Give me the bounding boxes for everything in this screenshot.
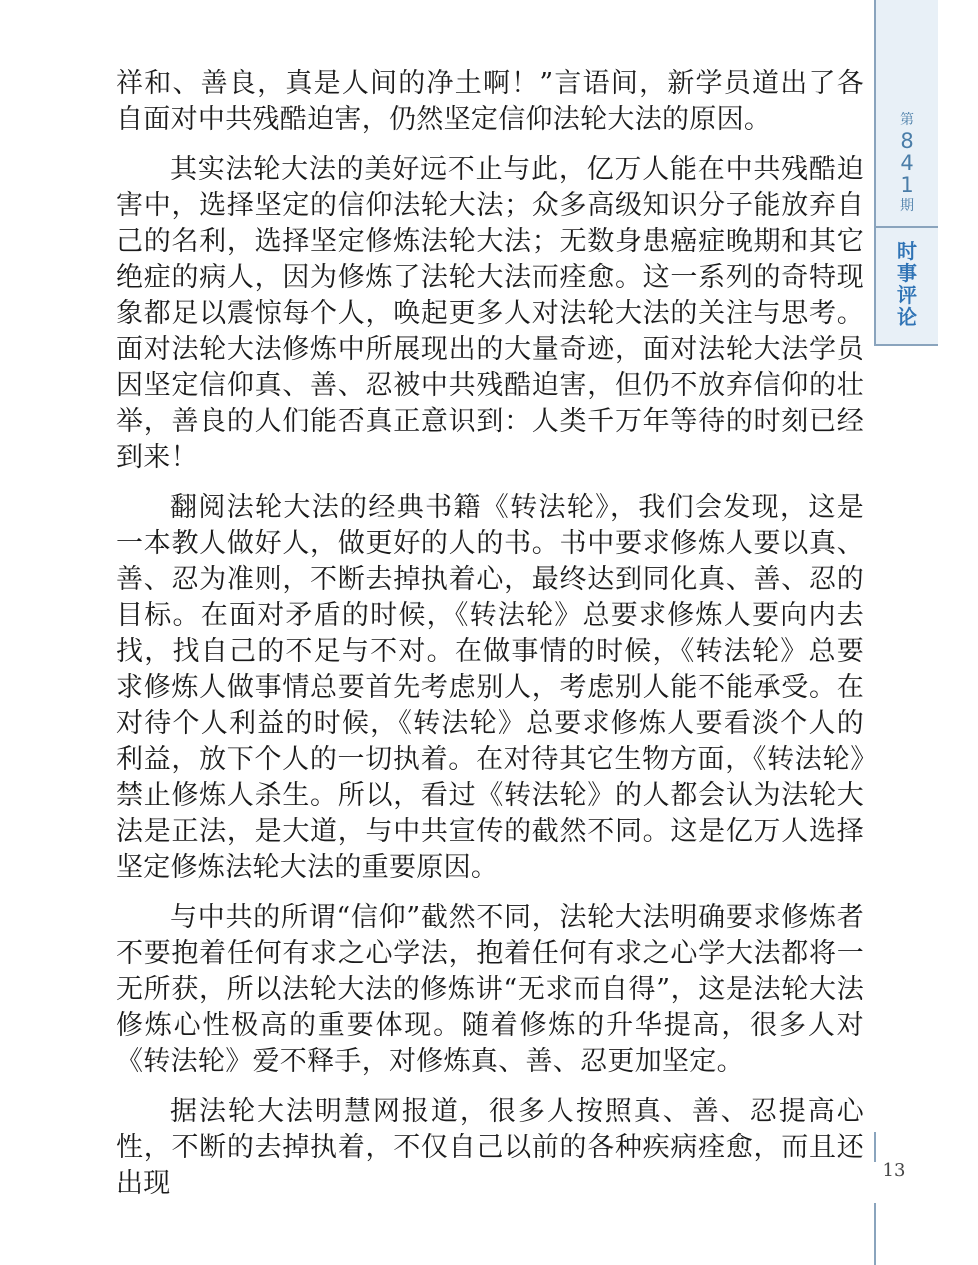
page-rule-upper [874, 1132, 876, 1162]
paragraph-3: 翻阅法轮大法的经典书籍《转法轮》，我们会发现，这是一本教人做好人，做更好的人的书。书中要求修炼人要以真、善、忍为准则，不断去掉执着心，最终达到同化真、善、忍的目标。在面对矛盾的时候，《转法轮》总要求修炼人要向内去找，找自己的不足与不对。在做事情的时候，《转法轮》总要求修炼人做事情总要首先考虑别人，考虑别人能不能承受。在对待个人利益的时候，《转法轮》总要求修炼人要看淡个人的利益，放下个人的一切执着。在对待其它生物方面，《转法轮》禁止修炼人杀生。所以，看过《转法轮》的人都会认为法轮大法是正法，是大道，与中共宣传的截然不同。这是亿万人选择坚定修炼法轮大法的重要原因。 [116, 492, 864, 883]
section-char-4: 论 [897, 305, 917, 329]
section-char-2: 事 [897, 261, 917, 285]
issue-digit-3: 1 [900, 173, 914, 197]
section-char-3: 评 [897, 283, 917, 307]
sidebar-divider-top [876, 226, 938, 228]
issue-suffix: 期 [900, 198, 914, 214]
article-body [116, 66, 864, 1202]
page-rule-lower [874, 1203, 876, 1265]
paragraph-2: 其实法轮大法的美好远不止与此，亿万人能在中共残酷迫害中，选择坚定的信仰法轮大法；众多高级知识分子能放弃自己的名利，选择坚定修炼法轮大法；无数身患癌症晚期和其它绝症的病人，因为修炼了法轮大法而痊愈。这一系列的奇特现象都足以震惊每个人，唤起更多人对法轮大法的关注与思考。面对法轮大法修炼中所展现出的大量奇迹，面对法轮大法学员因坚定信仰真、善、忍被中共残酷迫害，但仍不放弃信仰的壮举，善良的人们能否真正意识到：人类千万年等待的时刻已经到来！ [116, 154, 864, 473]
issue-prefix: 第 [900, 112, 914, 128]
sidebar-divider-bottom [876, 344, 938, 346]
sidebar-tab [874, 0, 938, 346]
paragraph-1: 祥和、善良，真是人间的净土啊！”言语间，新学员道出了各自面对中共残酷迫害，仍然坚定信仰法轮大法的原因。 [116, 68, 864, 135]
issue-digit-1: 8 [900, 129, 914, 153]
paragraph-4: 与中共的所谓“信仰”截然不同，法轮大法明确要求修炼者不要抱着任何有求之心学法，抱着任何有求之心学大法都将一无所获，所以法轮大法的修炼讲“无求而自得”，这是法轮大法修炼心性极高的重要体现。随着修炼的升华提高，很多人对《转法轮》爱不释手，对修炼真、善、忍更加坚定。 [116, 902, 864, 1077]
section-label [876, 240, 938, 328]
issue-digit-2: 4 [900, 151, 914, 175]
page-number: 13 [882, 1160, 906, 1181]
section-char-1: 时 [897, 239, 917, 263]
paragraph-5: 据法轮大法明慧网报道，很多人按照真、善、忍提高心性，不断的去掉执着，不仅自己以前的各种疾病痊愈，而且还出现 [116, 1096, 864, 1199]
issue-label [876, 110, 938, 216]
